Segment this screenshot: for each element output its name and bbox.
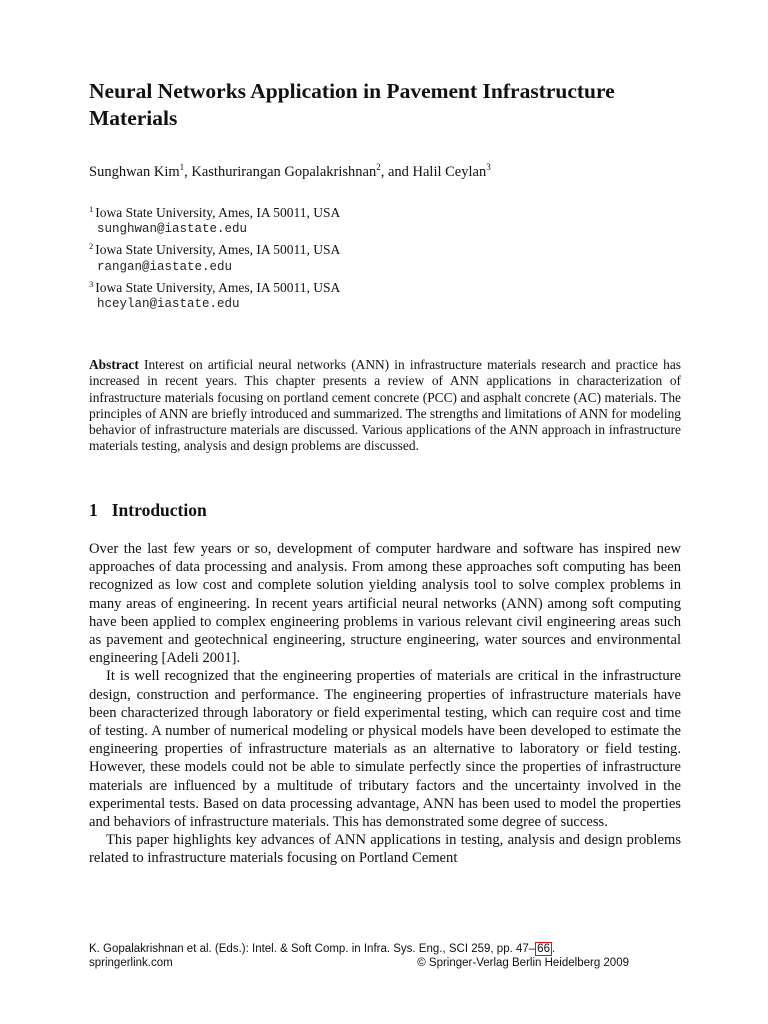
affiliation-institution: Iowa State University, Ames, IA 50011, USA <box>95 242 341 258</box>
affiliation-entry <box>89 201 340 221</box>
author-affiliation-mark: 1 <box>179 162 185 172</box>
affiliation-email[interactable]: hceylan@iastate.edu <box>97 297 240 312</box>
footer-row <box>89 956 629 970</box>
publisher-site: springerlink.com <box>89 957 173 969</box>
abstract <box>89 357 681 455</box>
body-paragraph: This paper highlights key advances of ANN applications in testing, analysis and design problems related to infrastructure materials focusing on Portland Cement <box>89 832 681 867</box>
affiliation-entry <box>89 238 340 258</box>
citation-line <box>89 942 629 956</box>
author-name: Halil Ceylan <box>412 164 487 180</box>
paper-title: Neural Networks Application in Pavement Infrastructure Materials <box>89 79 615 130</box>
section-title: Introduction <box>111 500 207 520</box>
author-affiliation-mark: 3 <box>486 162 491 172</box>
abstract-label: Abstract <box>89 357 139 372</box>
section-heading <box>89 500 207 521</box>
page-end-link[interactable]: 66 <box>537 943 550 955</box>
affiliation-mark: 3 <box>89 278 94 289</box>
section-body <box>89 540 681 868</box>
author-list <box>89 164 491 181</box>
body-paragraph: Over the last few years or so, development of computer hardware and software has inspired new approaches of data processing and analysis. From among these approaches soft computing has been recognized as low cost and complete solution yielding analysis tool to solve complex problems in many areas of engineering. In recent years artificial neural networks (ANN) among soft computing have been applied to complex engineering problems in various relevant civil engineering areas such as pavement and geotechnical engineering, structure engineering, water sources and environmental engineering [Adeli 2001]. <box>89 541 681 667</box>
author-separator: , <box>184 164 192 180</box>
author-name: Kasthurirangan Gopalakrishnan <box>191 164 377 180</box>
affiliation-institution: Iowa State University, Ames, IA 50011, USA <box>95 205 341 220</box>
author-separator: , and <box>380 164 413 180</box>
affiliation-email[interactable]: sunghwan@iastate.edu <box>97 222 248 237</box>
affiliation-entry <box>89 276 340 296</box>
copyright-notice: © Springer-Verlag Berlin Heidelberg 2009 <box>417 957 629 969</box>
affiliation-institution: Iowa State University, Ames, IA 50011, USA <box>95 279 341 295</box>
citation-end: . <box>551 943 556 955</box>
body-paragraph: It is well recognized that the engineering properties of materials are critical in the infrastructure design, construction and performance. The engineering properties of infrastructure materials have been characterized through laboratory or field experimental testing, which can require cost and time of testing. A number of numerical modeling or physical models have been developed to estimate the engineering properties of infrastructure materials as an alternative to laboratory or field testing. However, these models could not be able to simulate perfectly since the properties of infrastructure materials are influenced by a multitude of tributary factors and the uncertainty involved in the experimental tests. Based on data processing advantage, ANN has been used to model the properties and behaviors of infrastructure materials. This has demonstrated some degree of success. <box>89 668 681 831</box>
affiliation-email[interactable]: rangan@iastate.edu <box>97 259 233 274</box>
citation-text: K. Gopalakrishnan et al. (Eds.): Intel. & Soft Comp. in Infra. Sys. Eng., SCI 259, pp. 47– <box>89 943 536 955</box>
affiliation-mark: 1 <box>89 204 94 214</box>
author-name: Sunghwan Kim <box>89 164 180 180</box>
abstract-text: Interest on artificial neural networks (ANN) in infrastructure materials research and practice has increased in recent years. This chapter presents a review of ANN applications in characterization of infrastructure materials focusing on portland cement concrete (PCC) and asphalt concrete (AC) materials. The principles of ANN are briefly introduced and summarized. The strengths and limitations of ANN for modeling behavior of infrastructure materials are discussed. Various applications of the ANN approach in infrastructure materials testing, analysis and design problems are discussed. <box>89 357 681 454</box>
author-affiliation-mark: 2 <box>376 162 381 172</box>
section-number: 1 <box>89 500 98 520</box>
affiliation-mark: 2 <box>89 241 94 252</box>
page-footer <box>89 942 629 970</box>
affiliation-list <box>89 201 340 313</box>
